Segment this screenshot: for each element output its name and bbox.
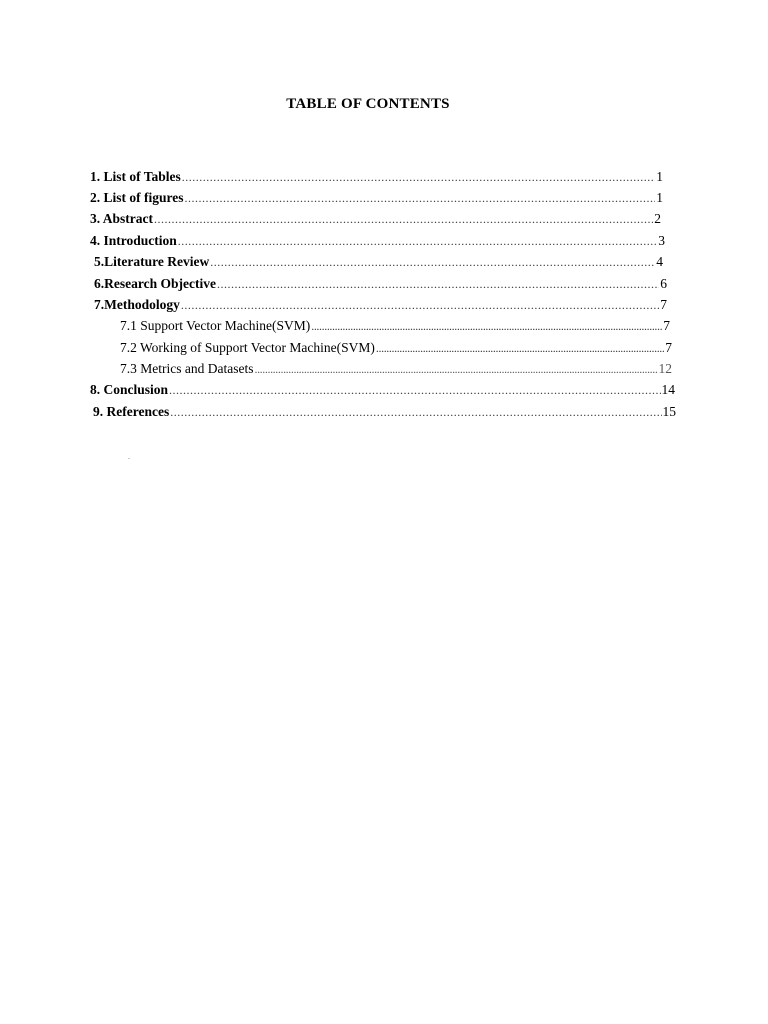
toc-page-number: 4 xyxy=(656,254,663,269)
dot-leader xyxy=(154,210,653,228)
dot-leader xyxy=(181,296,659,314)
toc-entry-abstract[interactable] xyxy=(90,210,661,228)
toc-entry-list-of-figures[interactable] xyxy=(90,189,663,207)
toc-page-number: 12 xyxy=(658,361,672,376)
toc-page-number: 7 xyxy=(663,318,670,333)
dot-leader xyxy=(170,403,661,421)
toc-entry-introduction[interactable] xyxy=(90,232,665,250)
dot-leader xyxy=(178,232,657,250)
toc-entry-label: 3. Abstract xyxy=(90,211,153,226)
toc-subentry-svm[interactable] xyxy=(120,317,670,335)
page-title: TABLE OF CONTENTS xyxy=(286,96,450,112)
toc-entry-label: 5.Literature Review xyxy=(94,254,210,269)
toc-entry-label: 7.1 Support Vector Machine(SVM) xyxy=(120,318,311,333)
toc-entry-label: 7.Methodology xyxy=(94,297,180,312)
toc-entry-label: 7.3 Metrics and Datasets xyxy=(120,361,254,376)
toc-entry-label: 2. List of figures xyxy=(90,190,184,205)
toc-page-number: 1 xyxy=(656,169,663,184)
toc-entry-methodology[interactable] xyxy=(94,296,667,314)
toc-entry-label: 8. Conclusion xyxy=(90,382,169,397)
toc-entry-conclusion[interactable] xyxy=(90,381,675,399)
stray-mark: . xyxy=(128,452,130,461)
toc-page-number: 7 xyxy=(665,340,672,355)
toc-entry-references[interactable] xyxy=(93,403,676,421)
toc-entry-list-of-tables[interactable] xyxy=(90,168,663,186)
dot-leader xyxy=(182,168,655,186)
toc-entry-label: 7.2 Working of Support Vector Machine(SVM) xyxy=(120,340,375,355)
dot-leader xyxy=(169,381,660,399)
toc-subentry-working-of-svm[interactable] xyxy=(120,339,672,357)
dot-leader xyxy=(311,317,662,335)
toc-entry-label: 4. Introduction xyxy=(90,233,177,248)
dot-leader xyxy=(185,189,656,207)
toc-entry-label: 1. List of Tables xyxy=(90,169,181,184)
toc-page-number: 2 xyxy=(654,211,661,226)
toc-entry-label: 9. References xyxy=(93,404,170,419)
toc-page-number: 6 xyxy=(660,276,667,291)
toc-page-number: 3 xyxy=(658,233,665,248)
toc-page-number: 15 xyxy=(662,404,676,419)
toc-page-number: 7 xyxy=(660,297,667,312)
dot-leader xyxy=(217,275,659,293)
toc-subentry-metrics-and-datasets[interactable] xyxy=(120,360,672,378)
toc-entry-literature-review[interactable] xyxy=(94,253,663,271)
toc-page-number: 1 xyxy=(656,190,663,205)
toc-entry-label: 6.Research Objective xyxy=(94,276,216,291)
dot-leader xyxy=(376,339,664,357)
dot-leader xyxy=(210,253,655,271)
toc-page-number: 14 xyxy=(661,382,675,397)
toc-entry-research-objective[interactable] xyxy=(94,275,667,293)
dot-leader xyxy=(254,360,657,378)
